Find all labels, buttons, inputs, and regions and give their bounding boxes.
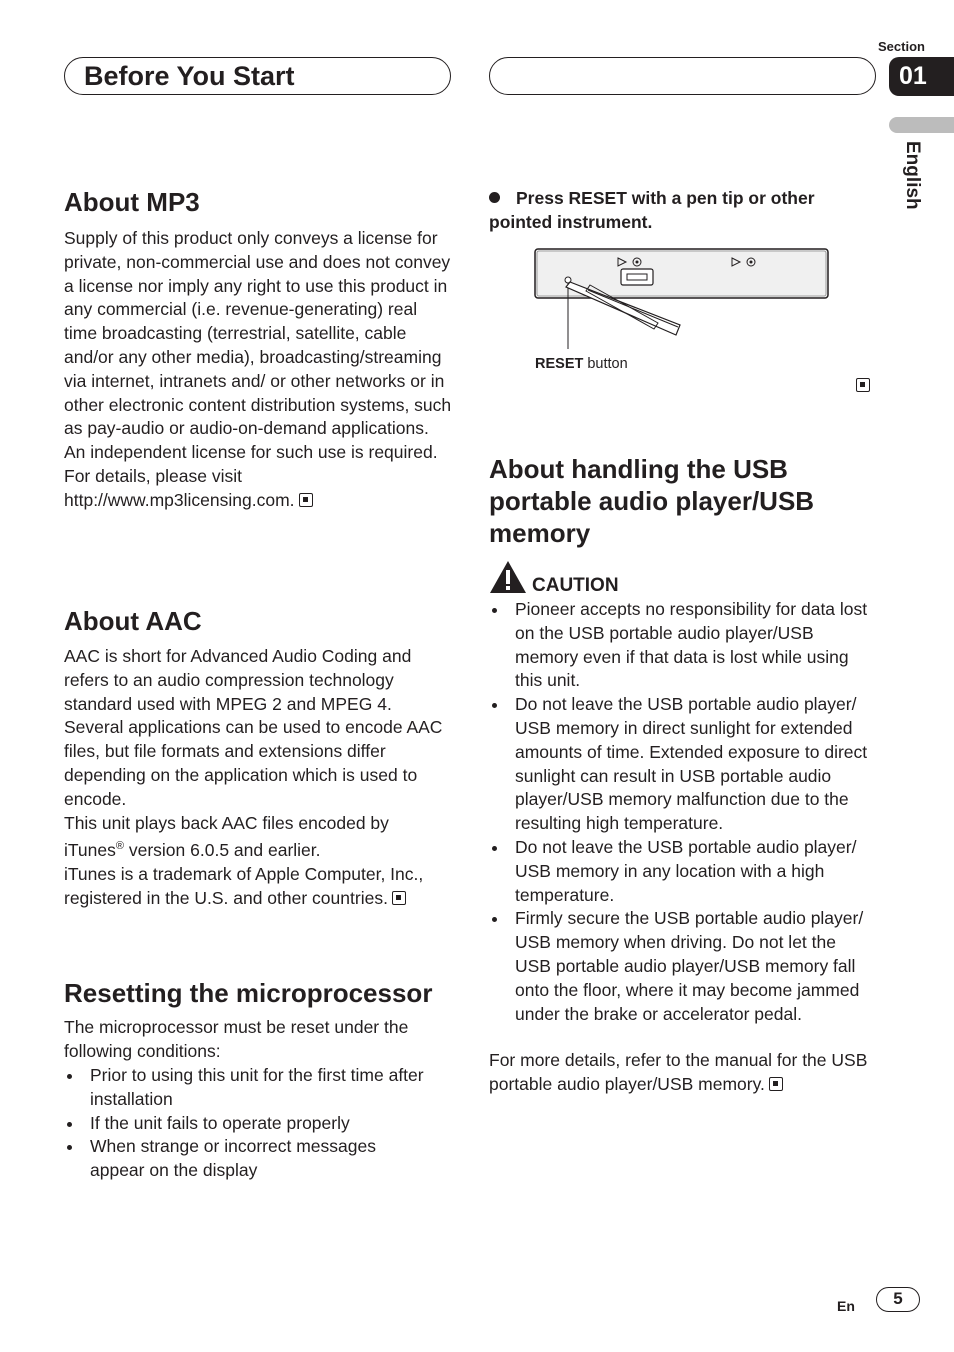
resetting-conditions-list	[64, 1064, 434, 1183]
caution-list	[489, 598, 874, 1026]
usb-more-text: For more details, refer to the manual for the USB portable audio player/USB memory.	[489, 1050, 868, 1094]
list-item: Do not leave the USB portable audio player/ USB memory in direct sunlight for extended amounts of time. Extended exposure to direct sunlight can result in USB portable audio player/USB memory malfunction due to the resulting high temperature.	[489, 693, 874, 836]
list-item: Do not leave the USB portable audio player/ USB memory in any location with a high temperature.	[489, 836, 874, 907]
reset-button-figure	[530, 245, 835, 355]
about-aac-p1: AAC is short for Advanced Audio Coding and refers to an audio compression technology standard used with MPEG 2 and MPEG 4. Several applications can be used to encode AAC files, but file formats and extensions differ depending on the application which is used to encode.	[64, 646, 443, 809]
about-aac-p3-text: iTunes is a trademark of Apple Computer, Inc., registered in the U.S. and other countries.	[64, 864, 424, 908]
about-aac-p2-suffix: version 6.0.5 and earlier.	[124, 840, 321, 861]
list-item: Prior to using this unit for the first time after installation	[64, 1064, 434, 1112]
mp3-licensing-url: http://www.mp3licensing.com.	[64, 489, 295, 510]
list-item: Pioneer accepts no responsibility for data lost on the USB portable audio player/USB memory even if that data is lost while using this unit.	[489, 598, 874, 693]
language-label: English	[902, 141, 923, 210]
resetting-intro: The microprocessor must be reset under the following conditions:	[64, 1017, 409, 1061]
page-number: 5	[876, 1287, 920, 1312]
list-item: Firmly secure the USB portable audio player/ USB memory when driving. Do not let the USB portable audio player/USB memory fall onto the floor, where it may become jammed under the brake or accelerator pedal.	[489, 907, 874, 1026]
about-aac-body	[64, 645, 449, 911]
caution-warning-icon	[489, 560, 527, 594]
resetting-heading: Resetting the microprocessor	[64, 978, 433, 1008]
reset-label-rest: button	[583, 356, 628, 372]
about-aac-p3	[64, 863, 449, 911]
end-mark-icon	[856, 378, 870, 392]
about-mp3-text: Supply of this product only conveys a license for private, non-commercial use and does not convey a license nor imply any right to use this product in any commercial (i.e. revenue-generating) real time broadcasting (terrestrial, satellite, cable and/or any other media), broadcasting/streaming via internet, intranets and/ or other networks or in other electronic content distribution systems, such as pay-audio or audio-on-demand applications. An independent license for such use is required. For details, please visit	[64, 228, 452, 486]
end-mark-icon	[392, 891, 406, 905]
language-tab-marker	[889, 117, 954, 133]
list-item: If the unit fails to operate properly	[64, 1112, 434, 1136]
registered-mark: ®	[115, 840, 124, 853]
section-number-tab: 01	[889, 57, 954, 96]
footer-language-code: En	[837, 1298, 855, 1314]
page-section-title: Before You Start	[84, 61, 295, 91]
about-aac-p2	[64, 812, 449, 863]
end-mark-icon	[769, 1077, 783, 1091]
header-pill-right	[489, 57, 876, 95]
about-aac-heading: About AAC	[64, 606, 202, 636]
usb-handling-heading: About handling the USB portable audio player/USB memory	[489, 454, 815, 548]
reset-step-text: Press RESET with a pen tip or other pointed instrument.	[489, 188, 815, 232]
list-item: When strange or incorrect messages appear on the display	[64, 1135, 434, 1183]
about-mp3-body	[64, 227, 454, 513]
reset-figure-caption	[535, 355, 628, 373]
caution-label: CAUTION	[532, 575, 619, 596]
end-mark-icon	[299, 493, 313, 507]
reset-step	[489, 186, 869, 234]
about-aac-p2-prefix: This unit plays back AAC files encoded by iTunes	[64, 812, 389, 861]
reset-label-bold: RESET	[535, 356, 584, 372]
section-label: Section	[878, 39, 925, 54]
about-mp3-heading: About MP3	[64, 187, 200, 217]
usb-more-details	[489, 1049, 874, 1097]
step-bullet-icon	[489, 192, 500, 203]
